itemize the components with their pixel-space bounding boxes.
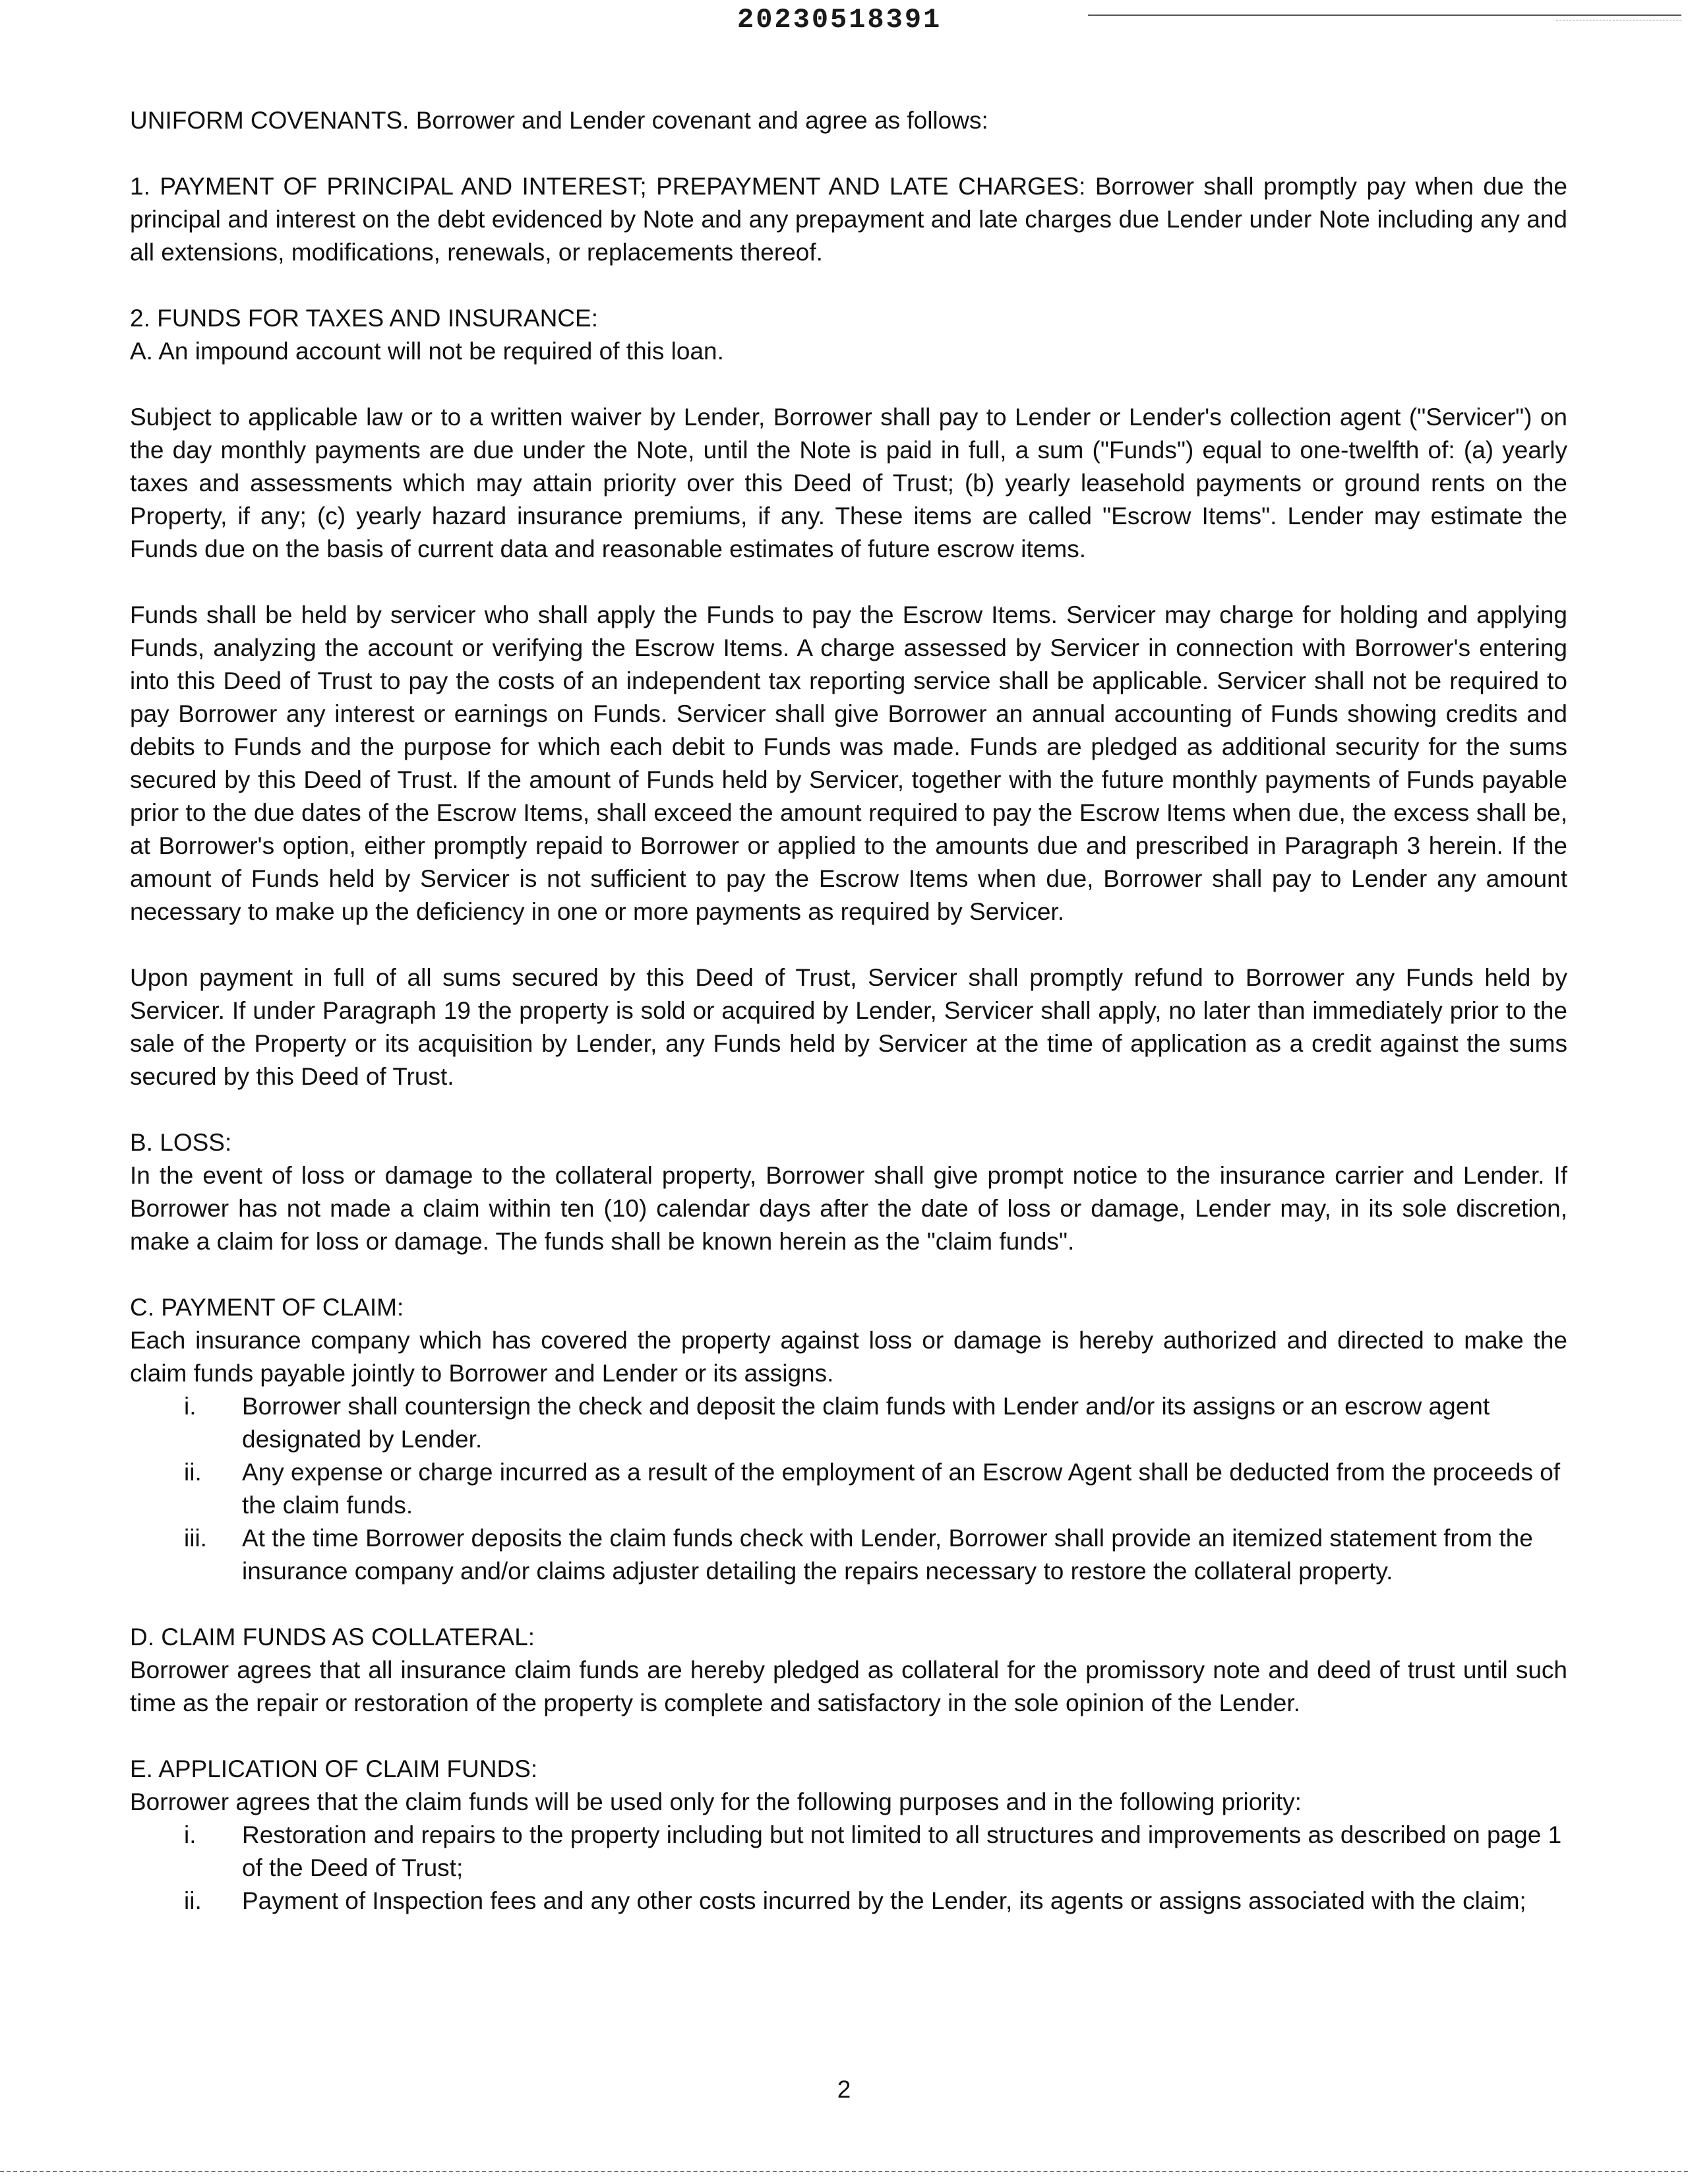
list-numeral: ii. — [184, 1459, 202, 1486]
list-item — [130, 1456, 1567, 1522]
list-item — [130, 1522, 1567, 1588]
application-of-claim-funds-text: Borrower agrees that the claim funds will be used only for the following purposes and in the following priority: — [130, 1788, 1302, 1815]
loss-heading: B. LOSS: — [130, 1129, 232, 1156]
paragraph-funds-held: Funds shall be held by servicer who shall apply the Funds to pay the Escrow Items. Servicer may charge for holding and applying Funds, analyzing the account or verifying the Escrow Items. A charge assessed by Servicer in connection with Borrower's entering into this Deed of Trust to pay the costs of an independent tax reporting service shall be applicable. Servicer shall not be required to pay Borrower any interest or earnings on Funds. Servicer shall give Borrower an annual accounting of Funds showing credits and debits to Funds and the purpose for which each debit to Funds was made. Funds are pledged as additional security for the sums secured by this Deed of Trust. If the amount of Funds held by Servicer, together with the future monthly payments of Funds payable prior to the due dates of the Escrow Items, shall exceed the amount required to pay the Escrow Items when due, the excess shall be, at Borrower's option, either promptly repaid to Borrower or applied to the amounts due and prescribed in Paragraph 3 herein. If the amount of Funds held by Servicer is not sufficient to pay the Escrow Items when due, Borrower shall pay to Lender any amount necessary to make up the deficiency in one or more payments as required by Servicer. — [130, 601, 1567, 925]
list-item-text: Borrower shall countersign the check and deposit the claim funds with Lender and/or its assigns or an escrow agent designated by Lender. — [242, 1393, 1490, 1453]
list-item — [130, 1885, 1567, 1918]
list-item-text: Any expense or charge incurred as a result of the employment of an Escrow Agent shall be deducted from the proceeds of the claim funds. — [242, 1459, 1561, 1519]
list-item — [130, 1819, 1567, 1885]
payment-of-claim-text: Each insurance company which has covered the property against loss or damage is hereby authorized and directed to make the claim funds payable jointly to Borrower and Lender or its assigns. — [130, 1327, 1567, 1387]
section-1-payment: 1. PAYMENT OF PRINCIPAL AND INTEREST; PREPAYMENT AND LATE CHARGES: Borrower shall promptly pay when due the principal and interest on the debt evidenced by Note and any prepayment and late charges due Lender under Note including any and all extensions, modifications, renewals, or replacements thereof. — [130, 173, 1567, 266]
list-item-text: Restoration and repairs to the property including but not limited to all structures and improvements as described on page 1 of the Deed of Trust; — [242, 1821, 1562, 1881]
bottom-rule — [0, 2171, 1688, 2172]
section-2-a: A. An impound account will not be required of this loan. — [130, 338, 724, 365]
application-of-claim-funds-heading: E. APPLICATION OF CLAIM FUNDS: — [130, 1755, 538, 1782]
claim-funds-collateral-heading: D. CLAIM FUNDS AS COLLATERAL: — [130, 1623, 535, 1651]
page-number: 2 — [837, 2076, 851, 2103]
list-numeral: i. — [184, 1821, 196, 1848]
list-numeral: iii. — [184, 1525, 207, 1552]
list-item-text: Payment of Inspection fees and any other costs incurred by the Lender, its agents or assigns associated with the claim; — [242, 1887, 1526, 1914]
application-of-claim-funds-list — [130, 1819, 1567, 1918]
top-rule — [1088, 15, 1681, 16]
payment-of-claim-heading: C. PAYMENT OF CLAIM: — [130, 1294, 404, 1321]
payment-of-claim-list — [130, 1390, 1567, 1588]
paragraph-refund: Upon payment in full of all sums secured by this Deed of Trust, Servicer shall promptly refund to Borrower any Funds held by Servicer. If under Paragraph 19 the property is sold or acquired by Lender, Servicer shall apply, no later than immediately prior to the sale of the Property or its acquisition by Lender, any Funds held by Servicer at the time of application as a credit against the sums secured by this Deed of Trust. — [130, 964, 1567, 1090]
list-item-text: At the time Borrower deposits the claim funds check with Lender, Borrower shall provide an itemized statement from the insurance company and/or claims adjuster detailing the repairs necessary to restore the collateral property. — [242, 1525, 1533, 1585]
loss-text: In the event of loss or damage to the collateral property, Borrower shall give prompt notice to the insurance carrier and Lender. If Borrower has not made a claim within ten (10) calendar days after the date of loss or damage, Lender may, in its sole discretion, make a claim for loss or damage. The funds shall be known herein as the "claim funds". — [130, 1162, 1567, 1255]
section-2-heading: 2. FUNDS FOR TAXES AND INSURANCE: — [130, 305, 598, 332]
claim-funds-collateral-text: Borrower agrees that all insurance claim funds are hereby pledged as collateral for the promissory note and deed of trust until such time as the repair or restoration of the property is complete and satisfactory in the sole opinion of the Lender. — [130, 1656, 1567, 1716]
document-number: 20230518391 — [737, 4, 942, 36]
list-numeral: ii. — [184, 1887, 202, 1914]
document-body — [130, 104, 1567, 1918]
uniform-covenants-intro: UNIFORM COVENANTS. Borrower and Lender covenant and agree as follows: — [130, 107, 988, 134]
list-numeral: i. — [184, 1393, 196, 1420]
paragraph-escrow-funds: Subject to applicable law or to a written waiver by Lender, Borrower shall pay to Lender or Lender's collection agent ("Servicer") on the day monthly payments are due under the Note, until the Note is paid in full, a sum ("Funds") equal to one-twelfth of: (a) yearly taxes and assessments which may attain priority over this Deed of Trust; (b) yearly leasehold payments or ground rents on the Property, if any; (c) yearly hazard insurance premiums, if any. These items are called "Escrow Items". Lender may estimate the Funds due on the basis of current data and reasonable estimates of future escrow items. — [130, 404, 1567, 562]
list-item — [130, 1390, 1567, 1456]
